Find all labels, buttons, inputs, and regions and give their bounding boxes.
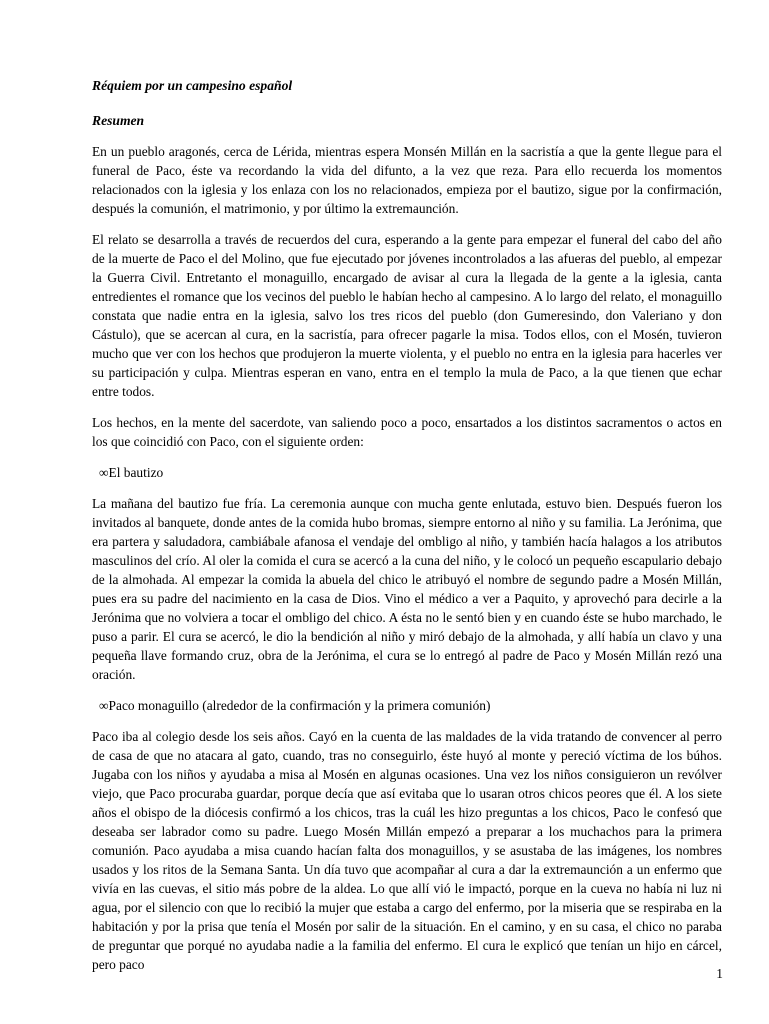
paragraph-hechos-orden: Los hechos, en la mente del sacerdote, van saliendo poco a poco, ensartados a los distintos sacramentos o actos en los que coincidió con Paco, con el siguiente orden:: [92, 415, 722, 449]
paragraph-intro: En un pueblo aragonés, cerca de Lérida, mientras espera Monsén Millán en la sacristía a que la gente llegue para el funeral de Paco, éste va recordando la vida del difunto, a la vez que reza. Para ello recuerda los momentos relacionados con la iglesia y los enlaza con los no relacionados, empieza por el bautizo, sigue por la confirmación, después la comunión, el matrimonio, y por último la extremaunción.: [92, 144, 722, 216]
paragraph-monaguillo: Paco iba al colegio desde los seis años. Cayó en la cuenta de las maldades de la vida tratando de convencer al perro de casa de que no atacara al gato, cuando, tras no conseguirlo, éste huyó al monte y pereció víctima de los búhos. Jugaba con los niños y ayudaba a misa al Mosén en algunas ocasiones. Una vez los niños consiguieron un revólver viejo, que Paco procuraba guardar, porque decía que así evitaba que lo usaran otros chicos peores que él. A los siete años el obispo de la diócesis confirmó a los chicos, tras la cuál les hizo preguntas a los chicos, Paco le confesó que deseaba ser labrador como su padre. Luego Mosén Millán empezó a preparar a los muchachos para la primera comunión. Paco ayudaba a misa cuando hacían falta dos monaguillos, y se asustaba de las imágenes, los nombres usados y los ritos de la Semana Santa. Un día tuvo que acompañar al cura a dar la extremaunción a un enfermo que vivía en las cuevas, el sitio más pobre de la aldea. Lo que allí vió le impactó, porque en la cueva no había ni luz ni agua, por el silencio con que lo recibió la mujer que estaba a cargo del enfermo, por la miseria que se respiraba en la habitación y por la prisa que tenía el Mosén por salir de la situación. En el camino, y en su casa, el chico no paraba de preguntar que porqué no ayudaba nadie a la familia del enfermo. El cura le explicó que tenían un hijo en cárcel, pero paco: [92, 729, 722, 972]
paragraph-relato: El relato se desarrolla a través de recuerdos del cura, esperando a la gente para empezar el funeral del cabo del año de la muerte de Paco el del Molino, que fue ejecutado por jóvenes incontrolados a las afueras del pueblo, al empezar la Guerra Civil. Entretanto el monaguillo, encargado de avisar al cura la llegada de la gente a la iglesia, canta entredientes el romance que los vecinos del pueblo le habían hecho al campesino. A lo largo del relato, el monaguillo constata que nadie entra en la iglesia, salvo los tres ricos del pueblo (don Gumeresindo, don Valeriano y don Cástulo), que se acercan al cura, en la sacristía, para ofrecer pagarle la misa. Todos ellos, con el Mosén, tuvieron mucho que ver con los hechos que produjeron la muerte violenta, y el pueblo no entra en la iglesia para hacerles ver su participación y culpa. Mientras esperan en vano, entra en el templo la mula de Paco, a la que tienen que echar entre todos.: [92, 232, 722, 399]
list-item-monaguillo-label: Paco monaguillo (alrededor de la confirmación y la primera comunión): [108, 698, 491, 713]
list-item-monaguillo: [92, 696, 722, 715]
infinity-bullet-icon: ∞: [99, 698, 109, 713]
list-item-bautizo: [92, 463, 722, 482]
paragraph-bautizo: La mañana del bautizo fue fría. La ceremonia aunque con mucha gente enlutada, estuvo bien. Después fueron los invitados al banquete, donde antes de la comida hubo bromas, siempre entorno al niño y su familia. La Jerónima, que era partera y saludadora, cambiábale afanosa el vendaje del ombligo al niño, y también hacía halagos a los atributos masculinos del crío. Al oler la comida el cura se acercó a la cuna del niño, y le colocó un pequeño escapulario debajo de la almohada. Al empezar la comida la abuela del chico le atribuyó el nombre de segundo padre a Mosén Millán, pues era su padre del nacimiento en la casa de Dios. Vino el médico a ver a Paquito, y aprovechó para decirle a la Jerónima que no volviera a tocar el ombligo del chico. A ésta no le sentó bien y en cuando éste se hubo marchado, le puso a parir. El cura se acercó, le dio la bendición al niño y miró debajo de la almohada, y allí había un clavo y una pequeña llave formando cruz, obra de la Jerónima, el cura se lo entregó al padre de Paco y Mosén Millán rezó una oración.: [92, 496, 722, 682]
infinity-bullet-icon: ∞: [99, 465, 109, 480]
section-heading-resumen: Resumen: [92, 113, 145, 128]
document-title: Réquiem por un campesino español: [92, 78, 293, 93]
list-item-bautizo-label: El bautizo: [108, 465, 164, 480]
page-number: 1: [716, 966, 723, 981]
